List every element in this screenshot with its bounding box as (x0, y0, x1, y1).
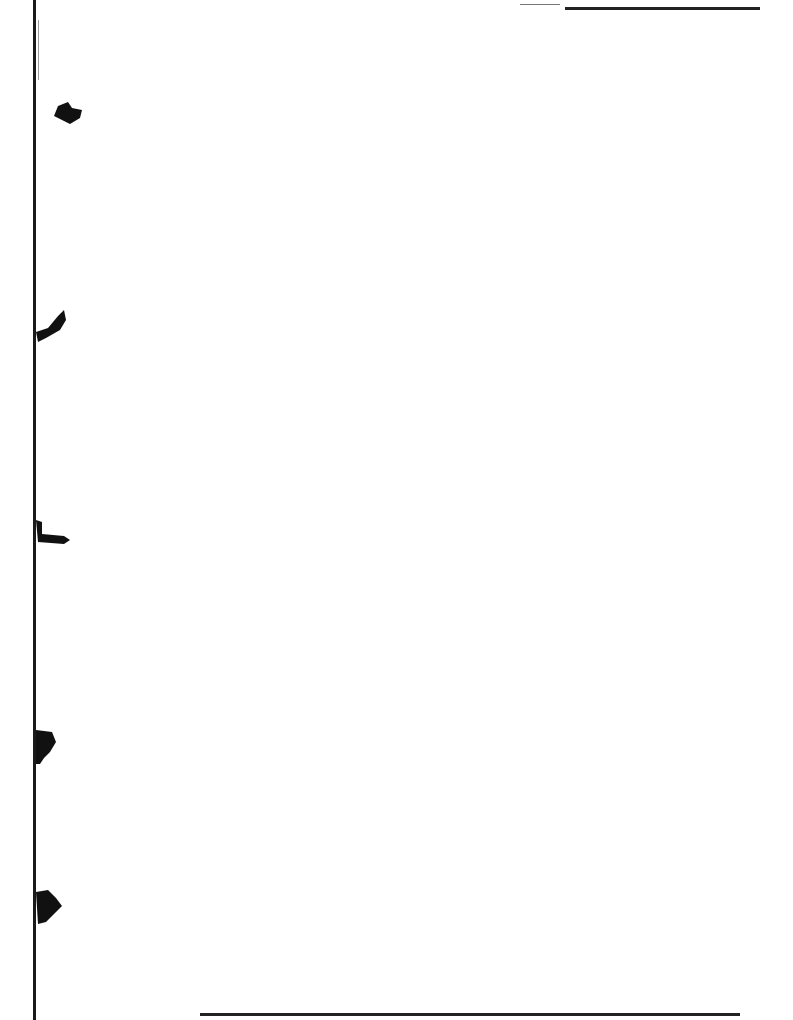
binder-hole-mark (50, 98, 86, 128)
scan-edge-line (200, 1013, 740, 1016)
binder-hole-mark (34, 728, 64, 768)
scan-edge-line (520, 4, 560, 5)
scan-edge-line (565, 7, 760, 10)
binder-hole-mark (34, 888, 66, 928)
binder-hole-mark (34, 518, 74, 548)
scan-edge-line (38, 20, 39, 80)
scan-edge-line (33, 0, 36, 1020)
binder-hole-mark (34, 308, 74, 348)
